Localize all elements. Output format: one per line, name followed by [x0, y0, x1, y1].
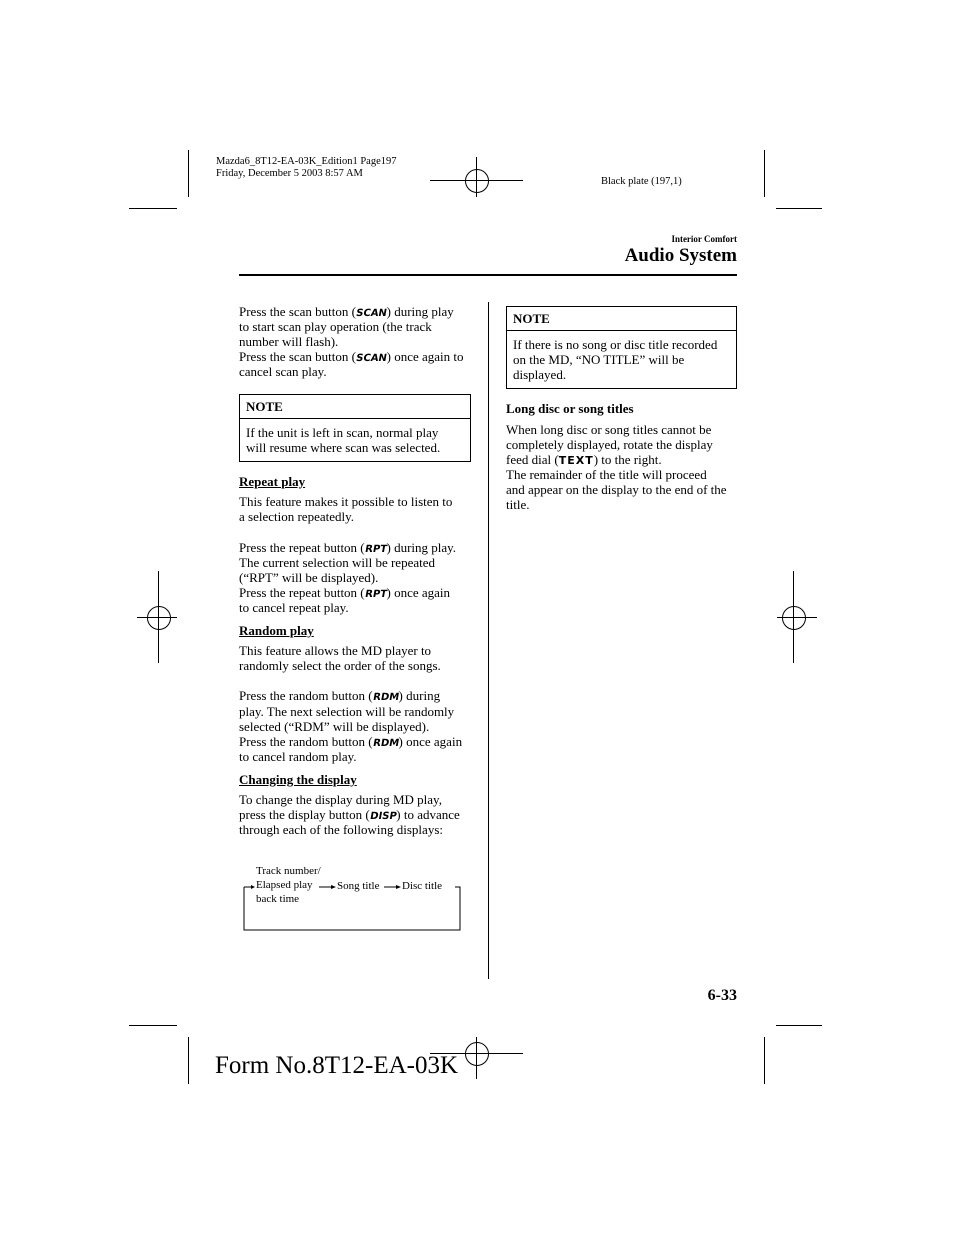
- registration-mark: [465, 1042, 489, 1066]
- long-titles-line: title.: [506, 497, 530, 512]
- crop-mark: [188, 150, 189, 197]
- scan-paragraph-line: cancel scan play.: [239, 364, 327, 379]
- crop-mark: [764, 1037, 765, 1084]
- plate-label: Black plate (197,1): [601, 176, 682, 187]
- repeat-paragraph-line: to cancel repeat play.: [239, 600, 349, 615]
- rdm-button-icon: RDM: [371, 692, 400, 703]
- crop-mark: [764, 150, 765, 197]
- note-box-no-title: [506, 306, 737, 389]
- scan-paragraph-line: Press the scan button (SCAN) during play: [239, 304, 454, 319]
- registration-mark: [782, 606, 806, 630]
- page-number: 6-33: [707, 987, 737, 1004]
- note-box-scan: [239, 394, 471, 462]
- section-category: Interior Comfort: [671, 234, 737, 244]
- note-header: NOTE: [507, 307, 736, 331]
- registration-mark: [465, 169, 489, 193]
- repeat-description-line: This feature makes it possible to listen to: [239, 494, 453, 509]
- scan-paragraph-line: to start scan play operation (the track: [239, 319, 432, 334]
- print-meta-line1: Mazda6_8T12-EA-03K_Edition1 Page197: [216, 156, 397, 167]
- display-paragraph-line: through each of the following displays:: [239, 822, 443, 837]
- scan-paragraph-line: Press the scan button (SCAN) once again to: [239, 349, 464, 364]
- changing-display-heading: Changing the display: [239, 772, 357, 787]
- rdm-button-icon: RDM: [371, 738, 400, 749]
- crop-mark: [776, 208, 822, 209]
- crop-mark: [188, 1037, 189, 1084]
- crop-mark: [776, 1025, 822, 1026]
- display-paragraph-line: press the display button (DISP) to advance: [239, 807, 460, 822]
- random-paragraph-line: play. The next selection will be randomly: [239, 704, 455, 719]
- disp-button-icon: DISP: [368, 811, 398, 822]
- repeat-paragraph-line: Press the repeat button (RPT) during play.: [239, 540, 457, 555]
- repeat-description-line: a selection repeatedly.: [239, 509, 355, 524]
- random-description-line: randomly select the order of the songs.: [239, 658, 441, 673]
- random-paragraph-line: Press the random button (RDM) during: [239, 688, 441, 703]
- note-header: NOTE: [240, 395, 470, 419]
- long-titles-line: feed dial (TEXT) to the right.: [506, 452, 662, 467]
- display-paragraph-line: To change the display during MD play,: [239, 792, 442, 807]
- crop-mark: [129, 1025, 177, 1026]
- diagram-track-number-label: Track number/: [256, 865, 321, 877]
- long-titles-line: The remainder of the title will proceed: [506, 467, 707, 482]
- crop-mark: [129, 208, 177, 209]
- registration-mark: [147, 606, 171, 630]
- rpt-button-icon: RPT: [363, 589, 388, 600]
- diagram-back-time-label: back time: [256, 893, 300, 905]
- scan-button-icon: SCAN: [355, 308, 388, 319]
- repeat-paragraph-line: Press the repeat button (RPT) once again: [239, 585, 451, 600]
- form-number: Form No.8T12-EA-03K: [215, 1052, 459, 1079]
- long-titles-line: completely displayed, rotate the display: [506, 437, 713, 452]
- diagram-elapsed-play-label: Elapsed play: [256, 879, 313, 891]
- header-rule: [239, 274, 737, 276]
- long-titles-line: and appear on the display to the end of the: [506, 482, 727, 497]
- repeat-paragraph-line: The current selection will be repeated: [239, 555, 435, 570]
- page-title: Audio System: [624, 245, 737, 266]
- print-meta-line2: Friday, December 5 2003 8:57 AM: [216, 168, 363, 179]
- long-titles-line: When long disc or song titles cannot be: [506, 422, 712, 437]
- random-paragraph-line: selected (“RDM” will be displayed).: [239, 719, 430, 734]
- random-paragraph-line: to cancel random play.: [239, 749, 357, 764]
- note-body: If there is no song or disc title recorded on the MD, “NO TITLE” will be displayed.: [513, 337, 718, 382]
- long-titles-heading: Long disc or song titles: [506, 401, 634, 416]
- repeat-play-heading: Repeat play: [239, 474, 306, 489]
- random-description-line: This feature allows the MD player to: [239, 643, 432, 658]
- note-body: If the unit is left in scan, normal play will resume where scan was selected.: [246, 425, 441, 455]
- diagram-song-title-label: Song title: [337, 880, 380, 892]
- random-paragraph-line: Press the random button (RDM) once again: [239, 734, 463, 749]
- rpt-button-icon: RPT: [363, 544, 388, 555]
- text-dial-icon: TEXT: [558, 454, 594, 467]
- scan-paragraph-line: number will flash).: [239, 334, 339, 349]
- column-divider: [488, 302, 489, 979]
- repeat-paragraph-line: (“RPT” will be displayed).: [239, 570, 379, 585]
- diagram-disc-title-label: Disc title: [402, 880, 443, 892]
- random-play-heading: Random play: [239, 623, 314, 638]
- scan-button-icon: SCAN: [355, 353, 388, 364]
